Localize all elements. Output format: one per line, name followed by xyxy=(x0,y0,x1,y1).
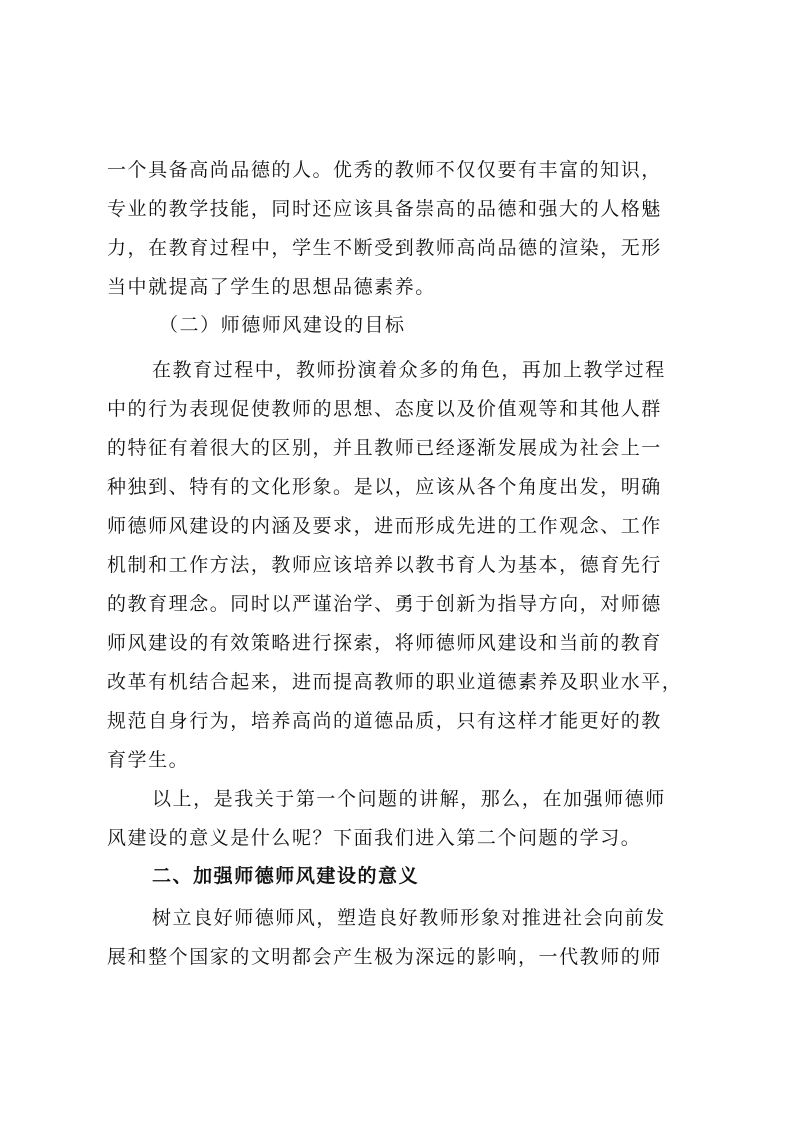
paragraph-line: 机制和工作方法，教师应该培养以教书育人为基本，德育先行 xyxy=(107,554,662,576)
paragraph-line: 当中就提高了学生的思想品德素养。 xyxy=(107,276,436,298)
paragraph-line: 种独到、特有的文化形象。是以，应该从各个角度出发，明确 xyxy=(107,476,662,498)
paragraph-line: 力，在教育过程中，学生不断受到教师高尚品德的渲染，无形 xyxy=(107,237,662,259)
paragraph-line: 规范自身行为，培养高尚的道德品质，只有这样才能更好的教 xyxy=(107,710,662,732)
paragraph-line: 树立良好师德师风，塑造良好教师形象对推进社会向前发 xyxy=(152,907,666,929)
paragraph-line: 的教育理念。同时以严谨治学、勇于创新为指导方向，对师德 xyxy=(107,593,662,615)
subsection-heading: （二）师德师风建设的目标 xyxy=(159,314,406,336)
paragraph-line: 改革有机结合起来，进而提高教师的职业道德素养及职业水平， xyxy=(107,671,683,693)
section-heading: 二、加强师德师风建设的意义 xyxy=(152,865,420,887)
paragraph-line: 展和整个国家的文明都会产生极为深远的影响，一代教师的师 xyxy=(107,946,662,968)
paragraph-line: 师德师风建设的内涵及要求，进而形成先进的工作观念、工作 xyxy=(107,515,662,537)
paragraph-line: 师风建设的有效策略进行探索，将师德师风建设和当前的教育 xyxy=(107,632,662,654)
paragraph-line: 专业的教学技能，同时还应该具备崇高的品德和强大的人格魅 xyxy=(107,198,662,220)
paragraph-line: 一个具备高尚品德的人。优秀的教师不仅仅要有丰富的知识， xyxy=(107,159,662,181)
paragraph-line: 的特征有着很大的区别，并且教师已经逐渐发展成为社会上一 xyxy=(107,437,662,459)
paragraph-line: 育学生。 xyxy=(107,749,190,771)
paragraph-line: 中的行为表现促使教师的思想、态度以及价值观等和其他人群 xyxy=(107,398,662,420)
paragraph-line: 在教育过程中，教师扮演着众多的角色，再加上教学过程 xyxy=(152,359,666,381)
paragraph-line: 以上，是我关于第一个问题的讲解，那么，在加强师德师 xyxy=(152,788,666,810)
paragraph-line: 风建设的意义是什么呢？下面我们进入第二个问题的学习。 xyxy=(107,827,642,849)
